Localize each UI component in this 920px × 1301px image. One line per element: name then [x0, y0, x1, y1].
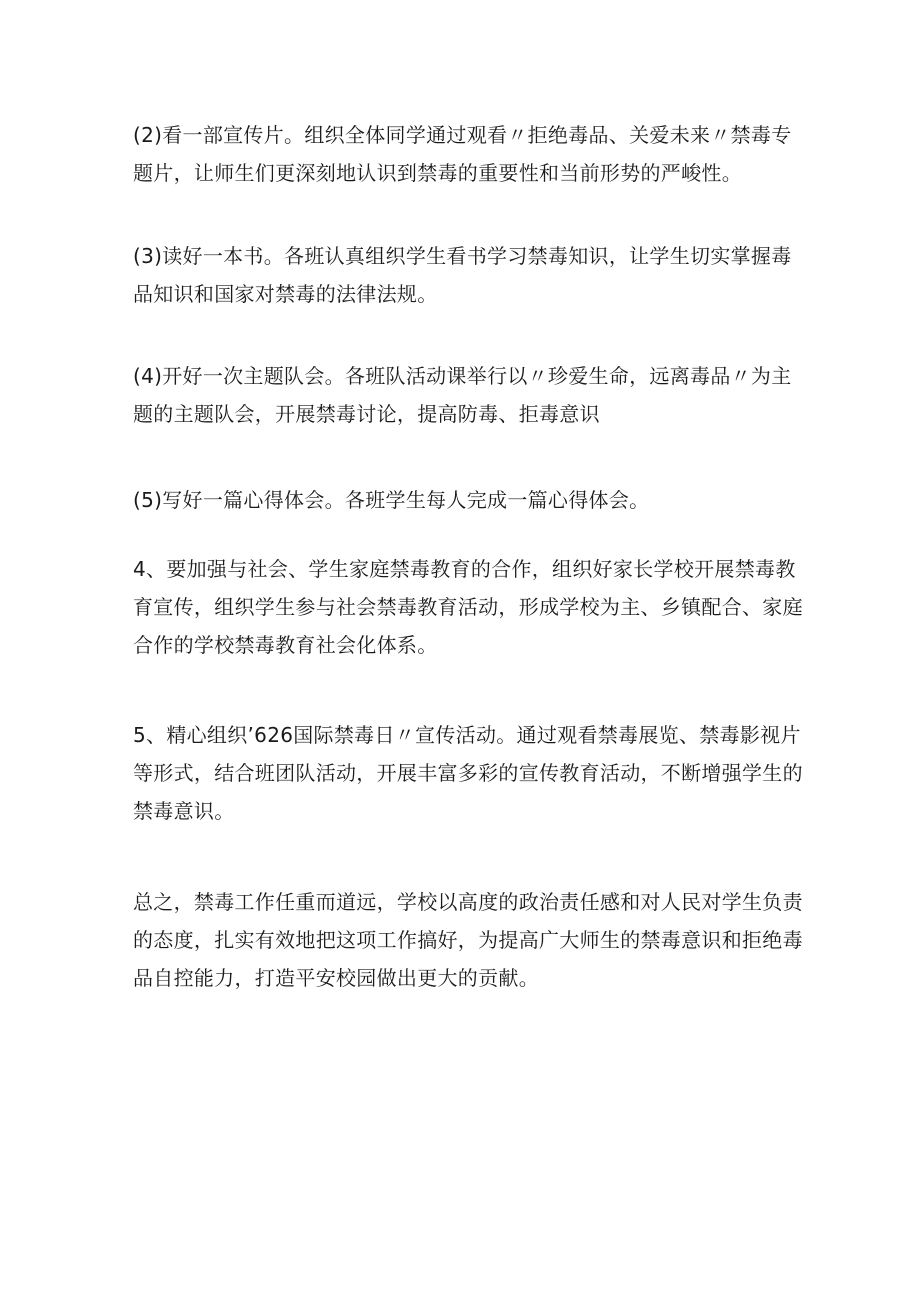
paragraph-read-book: [133, 237, 803, 313]
paragraph-cooperation: [133, 550, 803, 664]
paragraph-line: (4)开好一次主题队会。各班队活动课举行以〃珍爱生命，远离毒品〃为主: [133, 364, 792, 388]
paragraph-line: (2)看一部宣传片。组织全体同学通过观看〃拒绝毒品、关爱未来〃禁毒专: [133, 123, 792, 147]
paragraph-line: (5)写好一篇心得体会。各班学生每人完成一篇心得体会。: [133, 488, 650, 512]
paragraph-theme-meeting: [133, 357, 803, 433]
paragraph-line: 育宣传，组织学生参与社会禁毒教育活动，形成学校为主、乡镇配合、家庭: [133, 595, 803, 619]
paragraph-line: 总之，禁毒工作任重而道远，学校以高度的政治责任感和对人民对学生负责: [133, 890, 803, 914]
paragraph-promo-film: [133, 116, 803, 192]
paragraph-line: 合作的学校禁毒教育社会化体系。: [133, 633, 438, 657]
paragraph-line: 的态度，扎实有效地把这项工作搞好，为提高广大师生的禁毒意识和拒绝毒: [133, 928, 803, 952]
paragraph-conclusion: [133, 883, 803, 997]
paragraph-line: 品知识和国家对禁毒的法律法规。: [133, 282, 438, 306]
paragraph-line: 品自控能力，打造平安校园做出更大的贡献。: [133, 966, 539, 990]
paragraph-line: 等形式，结合班团队活动，开展丰富多彩的宣传教育活动，不断增强学生的: [133, 761, 803, 785]
paragraph-line: 5、精心组织’626国际禁毒日〃宣传活动。通过观看禁毒展览、禁毒影视片: [133, 723, 801, 747]
paragraph-626-event: [133, 716, 803, 830]
paragraph-line: 题的主题队会，开展禁毒讨论，提高防毒、拒毒意识: [133, 402, 600, 426]
paragraph-line: 4、要加强与社会、学生家庭禁毒教育的合作，组织好家长学校开展禁毒教: [133, 557, 796, 581]
paragraph-line: 禁毒意识。: [133, 799, 235, 823]
paragraph-line: (3)读好一本书。各班认真组织学生看书学习禁毒知识，让学生切实掌握毒: [133, 244, 792, 268]
paragraph-line: 题片，让师生们更深刻地认识到禁毒的重要性和当前形势的严峻性。: [133, 161, 742, 185]
paragraph-reflection: [133, 481, 803, 519]
